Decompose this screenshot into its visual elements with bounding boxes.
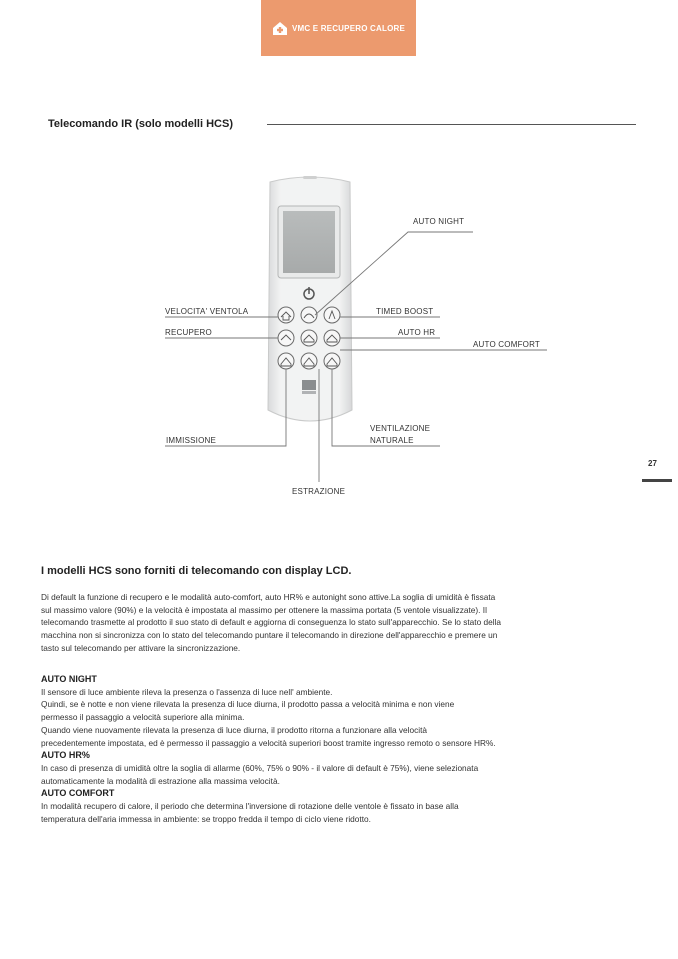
modes-section — [41, 673, 641, 825]
text-line: Il sensore di luce ambiente rileva la presenza o l'assenza di luce nell' ambiente. — [41, 686, 333, 697]
remote-control-icon — [0, 170, 678, 510]
house-plus-icon — [272, 20, 288, 36]
text-line: Di default la funzione di recupero e le modalità auto-comfort, auto HR% e autonight sono attive.La soglia di umidità è fissata — [41, 592, 496, 602]
content-heading: I modelli HCS sono forniti di telecomando con display LCD. — [41, 565, 352, 577]
page-number-bar — [642, 479, 672, 482]
text-line: automaticamente la modalità di estrazione alla massima velocità. — [41, 775, 280, 786]
auto-night-title: AUTO NIGHT — [41, 674, 97, 684]
text-line: In modalità recupero di calore, il periodo che determina l'inversione di rotazione delle ventole è fissato in base alla — [41, 801, 459, 812]
label-recupero: RECUPERO — [165, 328, 212, 337]
text-line: tasto sul telecomando per attivare la sincronizzazione. — [41, 642, 241, 653]
auto-comfort-title: AUTO COMFORT — [41, 788, 115, 799]
label-velocita-ventola: VELOCITA' VENTOLA — [165, 307, 249, 316]
label-auto-hr: AUTO HR — [398, 328, 436, 337]
label-timed-boost: TIMED BOOST — [376, 307, 434, 316]
label-naturale: NATURALE — [370, 436, 414, 445]
label-ventilazione: VENTILAZIONE — [370, 424, 431, 433]
page-number: 27 — [648, 459, 657, 468]
text-line: macchina non si sincronizza con lo stato del telecomando puntare il telecomando in direzione dell'apparecchio e premere un — [41, 630, 498, 641]
label-estrazione: ESTRAZIONE — [292, 487, 346, 496]
label-auto-comfort: AUTO COMFORT — [473, 340, 540, 349]
section-divider — [267, 124, 636, 125]
auto-hr-title: AUTO HR% — [41, 750, 90, 761]
text-line: In caso di presenza di umidità oltre la soglia di allarme (60%, 75% o 90% - il valore di default è 75%), viene selezionata — [41, 762, 479, 773]
label-immissione: IMMISSIONE — [166, 436, 217, 445]
section-tab — [261, 0, 416, 56]
text-line: precedentemente impostata, ed è permesso il passaggio a velocità superiori boost tramite ingresso remoto o sensore HR%. — [41, 737, 496, 748]
label-auto-night: AUTO NIGHT — [413, 217, 465, 226]
tab-label: VMC E RECUPERO CALORE — [291, 23, 406, 33]
text-line: permesso il passaggio a velocità superiore alla minima. — [41, 712, 245, 723]
text-line: Quando viene nuovamente rilevata la presenza di luce diurna, il prodotto ritorna a funzionare alla velocità — [41, 724, 428, 735]
text-line: temperatura dell'aria immessa in ambiente: se troppo fredda il tempo di ciclo viene ridotto. — [41, 813, 371, 824]
text-line: telecomando trasmette al prodotto il suo stato di default e aggiorna di conseguenza lo stato sull'apparecchio. Se lo stato della — [41, 617, 502, 628]
text-line: sul massimo valore (90%) e la velocità è impostata al massimo per ottenere la massima portata (5 ventole visualizzate). Il — [41, 604, 487, 615]
intro-paragraph — [41, 591, 641, 655]
remote-figure — [0, 170, 678, 510]
text-line: Quindi, se è notte e non viene rilevata la presenza di luce diurna, il prodotto passa a velocità minima e non viene — [41, 699, 455, 710]
section-title: Telecomando IR (solo modelli HCS) — [48, 118, 233, 130]
